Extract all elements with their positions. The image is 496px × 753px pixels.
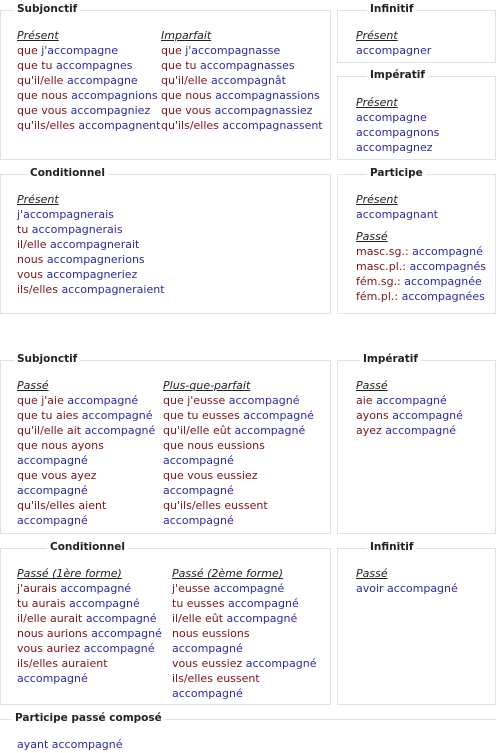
verb-form-link[interactable]: accompagnés (409, 260, 486, 273)
conjugation-row (17, 468, 155, 483)
conjugation-row (17, 282, 165, 297)
auxiliary-text: eût (204, 612, 227, 625)
conjugation-row (17, 237, 165, 252)
verb-form-link[interactable]: j'accompagnasse (185, 44, 281, 57)
conjugation-row (356, 244, 486, 259)
conjugation-row (163, 468, 314, 483)
subjonctif-imparfait-label: Imparfait (161, 29, 212, 42)
subjonctif2-passe-list (17, 393, 155, 528)
participle-link[interactable]: accompagné (213, 582, 285, 595)
subjonctif-imparfait-col (161, 28, 323, 133)
auxiliary-text: eussent (224, 499, 268, 512)
conjugation-row (17, 596, 162, 611)
pronoun-text: vous (17, 268, 47, 281)
conjugation-row-cont (163, 513, 314, 528)
conjugation-row (17, 438, 155, 453)
pronoun-text: qu'ils/elles (17, 119, 79, 132)
pronoun-text: tu (172, 597, 187, 610)
participle-link[interactable]: accompagné (17, 454, 88, 467)
infinitif-present-value[interactable]: accompagner (356, 44, 432, 57)
infinitif2-passe-label: Passé (356, 567, 388, 580)
imperatif-col (356, 95, 439, 155)
conjugation-row (356, 408, 463, 423)
conjugation-row (161, 58, 323, 73)
auxiliary-text: ayons (356, 409, 393, 422)
verb-form-link[interactable]: j'accompagne (41, 44, 119, 57)
conjugation-row (17, 408, 155, 423)
conjugation-row-cont (163, 453, 314, 468)
conditionnel-col (17, 192, 165, 297)
infinitif2-passe-value[interactable]: avoir accompagné (356, 582, 458, 595)
verb-form-link[interactable]: accompagnerais (31, 223, 123, 236)
conjugation-row (161, 43, 323, 58)
subjonctif-title: Subjonctif (14, 3, 80, 15)
conjugation-row (17, 88, 160, 103)
conjugation-row-cont (17, 483, 155, 498)
pronoun-text: vous (172, 657, 202, 670)
pronoun-text: fém.sg.: (356, 275, 405, 288)
conjugation-row (161, 103, 323, 118)
auxiliary-text: eusses (186, 597, 228, 610)
verb-form-link[interactable]: accompagnez (356, 141, 433, 154)
pronoun-text: que (161, 44, 186, 57)
conjugation-row (17, 103, 160, 118)
conjugation-row (17, 207, 165, 222)
conditionnel2-forme2-list (172, 581, 316, 701)
verb-form-link[interactable]: accompagnerait (49, 238, 140, 251)
pronoun-text: fém.pl.: (356, 290, 402, 303)
auxiliary-text: auraient (61, 657, 108, 670)
participle-link[interactable]: accompagné (226, 612, 298, 625)
auxiliary-text: eussent (216, 672, 260, 685)
pronoun-text: il/elle (17, 612, 50, 625)
conjugation-row (356, 289, 486, 304)
verb-form-link[interactable]: accompagnassions (215, 89, 320, 102)
pronoun-text: qu'ils/elles (161, 119, 223, 132)
participle-link[interactable]: accompagné (163, 454, 234, 467)
participle-link[interactable]: accompagné (228, 394, 300, 407)
participle-link[interactable]: accompagné (17, 484, 88, 497)
auxiliary-text: aie (356, 394, 377, 407)
verb-form-link[interactable]: accompagnée (404, 275, 482, 288)
pronoun-text: nous (17, 627, 47, 640)
pronoun-text: que tu (17, 409, 56, 422)
participle-link[interactable]: accompagné (60, 582, 132, 595)
pronoun-text: que nous (17, 439, 72, 452)
verb-form-link[interactable]: accompagnées (401, 290, 485, 303)
conjugation-row-cont (172, 641, 316, 656)
conjugation-row-cont (17, 453, 155, 468)
conjugation-row-cont (163, 483, 314, 498)
pronoun-text: qu'il/elle (17, 424, 67, 437)
conjugation-row (17, 656, 162, 671)
infinitif2-col (356, 566, 458, 596)
imperatif-present-label: Présent (356, 96, 398, 109)
infinitif-col (356, 28, 431, 58)
auxiliary-text: aies (56, 409, 82, 422)
participle-link[interactable]: accompagné (84, 424, 156, 437)
conjugation-row (172, 656, 316, 671)
conjugation-row (163, 423, 314, 438)
imperatif2-passe-label: Passé (356, 379, 388, 392)
subjonctif2-pqp-label: Plus-que-parfait (163, 379, 251, 392)
participle-link[interactable]: accompagné (172, 642, 243, 655)
pronoun-text: masc.pl.: (356, 260, 410, 273)
verb-form-link[interactable]: accompagne (66, 74, 138, 87)
conjugation-row (17, 611, 162, 626)
conjugation-row (356, 110, 439, 125)
pronoun-text: que nous (163, 439, 218, 452)
conjugation-row (356, 274, 486, 289)
verb-form-link[interactable]: accompagnions (71, 89, 158, 102)
pronoun-text: masc.sg.: (356, 245, 413, 258)
pronoun-text: il/elle (172, 612, 205, 625)
verb-form-link[interactable]: j'accompagnerais (17, 208, 114, 221)
verb-form-link[interactable]: accompagne (356, 111, 427, 124)
infinitif-title-line (337, 10, 496, 11)
conjugation-row (163, 438, 314, 453)
participle-link[interactable]: accompagné (227, 597, 299, 610)
pronoun-text: il/elle (17, 238, 50, 251)
pronoun-text: nous (17, 253, 47, 266)
conjugation-row (172, 596, 316, 611)
subjonctif2-passe-col (17, 378, 155, 528)
imperatif2-title: Impératif (360, 353, 421, 365)
auxiliary-text: eussiez (201, 657, 246, 670)
participle-link[interactable]: accompagné (17, 672, 88, 685)
conjugation-row (17, 222, 165, 237)
conjugation-row-cont (17, 513, 155, 528)
conjugation-row (163, 498, 314, 513)
pronoun-text: que vous (17, 469, 71, 482)
participle-link[interactable]: accompagné (81, 409, 153, 422)
participle-link[interactable]: accompagné (243, 409, 314, 422)
auxiliary-text: j'aurais (17, 582, 61, 595)
pronoun-text: que nous (161, 89, 216, 102)
pronoun-text: que (163, 394, 188, 407)
auxiliary-text: aurais (31, 597, 70, 610)
auxiliary-text: eussions (217, 439, 265, 452)
verb-form-link[interactable]: accompagnasses (200, 59, 295, 72)
subjonctif-imparfait-list (161, 43, 323, 133)
conditionnel2-forme2-label: Passé (2ème forme) (172, 567, 284, 580)
auxiliary-text: eusses (202, 409, 244, 422)
conjugation-row (161, 88, 323, 103)
participe-compose-title: Participe passé composé (12, 712, 165, 724)
conjugation-row (17, 423, 155, 438)
conjugation-row (17, 267, 165, 282)
pronoun-text: que nous (17, 89, 72, 102)
verb-form-link[interactable]: accompagnassent (222, 119, 323, 132)
participle-link[interactable]: accompagné (234, 424, 306, 437)
conditionnel-list (17, 207, 165, 297)
conjugation-row-cont (17, 671, 162, 686)
conjugation-row (17, 641, 162, 656)
infinitif2-title: Infinitif (367, 541, 416, 553)
participe-col (356, 192, 486, 304)
pronoun-text: ils/elles (172, 672, 217, 685)
verb-form-link[interactable]: accompagnes (56, 59, 133, 72)
auxiliary-text: aient (78, 499, 107, 512)
verb-form-link[interactable]: accompagnât (210, 74, 286, 87)
participle-link[interactable]: accompagné (91, 627, 162, 640)
conjugation-row (356, 140, 439, 155)
participe-passe-label: Passé (356, 230, 388, 243)
pronoun-text: que (17, 394, 42, 407)
verb-form-link[interactable]: accompagniez (70, 104, 151, 117)
verb-form-link[interactable]: accompagnons (356, 126, 440, 139)
conditionnel2-forme2-col (172, 566, 316, 701)
conjugation-row (161, 118, 323, 133)
pronoun-text: qu'il/elle (161, 74, 211, 87)
subjonctif2-pqp-list (163, 393, 314, 528)
conjugation-row (17, 43, 160, 58)
infinitif-title: Infinitif (367, 3, 416, 15)
conjugation-row (17, 626, 162, 641)
verb-form-link[interactable]: accompagnent (78, 119, 161, 132)
verb-form-link[interactable]: accompagnassiez (214, 104, 313, 117)
participle-link[interactable]: accompagné (172, 687, 243, 700)
auxiliary-text: ait (66, 424, 85, 437)
conjugation-row (17, 581, 162, 596)
conjugation-row (163, 408, 314, 423)
pronoun-text: que tu (17, 59, 56, 72)
subjonctif-present-list (17, 43, 160, 133)
participe-compose-col (17, 737, 123, 752)
infinitif2-title-line (337, 548, 496, 549)
pronoun-text: qu'il/elle (17, 74, 67, 87)
pronoun-text: que tu (161, 59, 200, 72)
conjugation-row (356, 393, 463, 408)
auxiliary-text: eussions (201, 627, 250, 640)
imperatif2-list (356, 393, 463, 438)
conjugation-row (172, 611, 316, 626)
pronoun-text: ils/elles (17, 283, 62, 296)
subjonctif-present-col (17, 28, 160, 133)
conjugation-row (172, 626, 316, 641)
conjugation-row (163, 393, 314, 408)
participe-passe-list (356, 244, 486, 304)
pronoun-text: que vous (161, 104, 215, 117)
conjugation-row (17, 393, 155, 408)
auxiliary-text: aurions (46, 627, 92, 640)
verb-form-link[interactable]: accompagneraient (61, 283, 165, 296)
verb-form-link[interactable]: accompagnerions (46, 253, 145, 266)
participle-link[interactable]: accompagné (67, 394, 139, 407)
participle-link[interactable]: accompagné (17, 514, 88, 527)
conjugation-row (17, 73, 160, 88)
auxiliary-text: aurait (49, 612, 86, 625)
subjonctif2-passe-label: Passé (17, 379, 49, 392)
conditionnel2-forme1-col (17, 566, 162, 686)
conjugation-row (161, 73, 323, 88)
subjonctif-present-label: Présent (17, 29, 59, 42)
auxiliary-text: eût (212, 424, 235, 437)
conjugation-row (356, 125, 439, 140)
participle-link[interactable]: accompagné (83, 642, 155, 655)
conditionnel2-title: Conditionnel (47, 541, 128, 553)
pronoun-text: qu'ils/elles (17, 499, 79, 512)
verb-form-link[interactable]: accompagneriez (46, 268, 138, 281)
pronoun-text: qu'il/elle (163, 424, 213, 437)
imperatif-title: Impératif (367, 69, 428, 81)
imperatif-list (356, 110, 439, 155)
participe-present-value[interactable]: accompagnant (356, 208, 438, 221)
conjugation-row (172, 671, 316, 686)
subjonctif2-pqp-col (163, 378, 314, 528)
conjugation-row (356, 259, 486, 274)
auxiliary-text: ayez (356, 424, 386, 437)
participe-present-label: Présent (356, 193, 398, 206)
pronoun-text: que vous (17, 104, 71, 117)
pronoun-text: nous (172, 627, 202, 640)
participle-link[interactable]: accompagné (163, 484, 234, 497)
auxiliary-text: j'aie (41, 394, 68, 407)
conditionnel-present-label: Présent (17, 193, 59, 206)
conjugation-row (172, 581, 316, 596)
pronoun-text: qu'ils/elles (163, 499, 225, 512)
conditionnel-title: Conditionnel (27, 167, 108, 179)
conjugation-row-cont (172, 686, 316, 701)
pronoun-text: tu (17, 597, 32, 610)
participle-link[interactable]: accompagné (385, 424, 457, 437)
pronoun-text: tu (17, 223, 32, 236)
conjugation-row (17, 252, 165, 267)
participe-compose-value[interactable]: ayant accompagné (17, 738, 123, 751)
participle-link[interactable]: accompagné (392, 409, 463, 422)
participle-link[interactable]: accompagné (245, 657, 317, 670)
conjugation-row (17, 58, 160, 73)
conjugation-row (17, 118, 160, 133)
pronoun-text: que tu (163, 409, 202, 422)
imperatif2-col (356, 378, 463, 438)
conditionnel2-forme1-label: Passé (1ère forme) (17, 567, 122, 580)
auxiliary-text: j'eusse (187, 394, 229, 407)
participle-link[interactable]: accompagné (376, 394, 447, 407)
auxiliary-text: j'eusse (172, 582, 214, 595)
subjonctif2-title: Subjonctif (14, 353, 80, 365)
pronoun-text: vous (17, 642, 47, 655)
infinitif-present-label: Présent (356, 29, 398, 42)
auxiliary-text: auriez (46, 642, 84, 655)
conjugation-row (17, 498, 155, 513)
auxiliary-text: ayez (70, 469, 97, 482)
participle-link[interactable]: accompagné (85, 612, 157, 625)
pronoun-text: que vous (163, 469, 217, 482)
participe-title: Participe (367, 167, 426, 179)
participle-link[interactable]: accompagné (69, 597, 140, 610)
conjugation-row (356, 423, 463, 438)
pronoun-text: ils/elles (17, 657, 62, 670)
participle-link[interactable]: accompagné (163, 514, 234, 527)
auxiliary-text: ayons (71, 439, 104, 452)
auxiliary-text: eussiez (216, 469, 258, 482)
conditionnel2-forme1-list (17, 581, 162, 686)
verb-form-link[interactable]: accompagné (412, 245, 483, 258)
pronoun-text: que (17, 44, 42, 57)
